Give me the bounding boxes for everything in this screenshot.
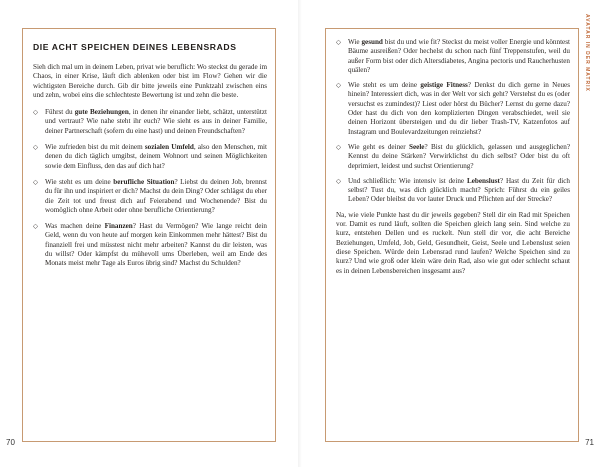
list-item-text: Wie gesund bist du und wie fit? Steckst du meist voller Energie und könntest Bäume ausreißen? Oder hechelst du schon nach fünf Treppenstufen, weil du außer Form bist oder dich Altersdiabetes, Angina pectoris und Raucherhusten quälen?	[348, 38, 570, 74]
diamond-bullet-icon: ◇	[336, 177, 341, 185]
intro-paragraph: Sieh dich mal um in deinem Leben, privat wie beruflich: Wo steckst du gerade im Chaos, in einer Krise, läuft dich ablenken oder bist im Flow? Gehen wir die wichtigsten Bereiche durch. Gib dir bitte jeweils eine Punktzahl zwischen eins und zehn, wobei eins die schlechteste Bewertung ist und zehn die beste.	[33, 63, 267, 99]
list-item-text: Wie steht es um deine geistige Fitness? Denkst du dich gerne in Neues hinein? Interessiert dich, was in der Welt vor sich geht? Verstehst du es (oder versuchst es zumindest)? Liest oder hörst du Bücher? Lernst du gerne dazu? Oder hast du dich von den komplizierten Dingen verabschiedet, weil sie deinen Horizont übersteigen und du dir lieber Trash-TV, Katzenfotos auf Instagram und Boulevardzeitungen reinziehst?	[348, 81, 571, 136]
box-title: DIE ACHT SPEICHEN DEINES LEBENSRADS	[33, 42, 237, 52]
diamond-bullet-icon: ◇	[336, 143, 341, 151]
list-item-text: Wie zufrieden bist du mit deinem sozialen Umfeld, also den Menschen, mit denen du dich täglich umgibst, deinem Wohnort und seinen Möglichkeiten sowie dem Einfluss, den das auf dich hat?	[45, 143, 267, 170]
diamond-bullet-icon: ◇	[33, 144, 38, 152]
diamond-bullet-icon: ◇	[33, 109, 38, 117]
running-head	[582, 14, 592, 94]
list-item-text: Und schließlich: Wie intensiv ist deine Lebenslust? Hast du Zeit für dich selbst? Tust du, was dich glücklich macht? Sprich: Führst du ein geiles Leben? Oder bleibst du vor lauter Druck und Pflichten auf der Strecke?	[348, 176, 570, 204]
list-item-text: Wie steht es um deine berufliche Situation? Liebst du deinen Job, brennst du für ihn und inspiriert er dich? Machst du dein Ding? Oder schlägst du eher die Zeit tot und freust dich auf Feierabend und Wochenende? Bist du womöglich ohne Arbeit oder ohne berufliche Orientierung?	[45, 177, 267, 214]
diamond-bullet-icon: ◇	[33, 223, 38, 231]
list-item-text: Führst du gute Beziehungen, in denen ihr einander liebt, schätzt, unterstützt und vertraut? Wie nahe steht ihr euch? Wie sieht es aus in deiner Familie, deiner Partnerschaft (sofern du eine hast) und deinen Freundschaften?	[45, 108, 267, 135]
diamond-bullet-icon: ◇	[33, 178, 38, 186]
outro-paragraph: Na, wie viele Punkte hast du dir jeweils gegeben? Stell dir ein Rad mit Speichen vor. Damit es rund läuft, sollten die Speichen gleich lang sein. Sind welche zu kurz, entstehen Dellen und es ruckelt. Nun stell dir vor, die acht Bereiche Beziehungen, Umfeld, Job, Geld, Gesundheit, Geist, Seele und Lebenslust seien diese Speichen. Würde dein Lebensrad rund laufen? Welche Speichen sind zu kurz? Und wie groß oder klein wäre dein Rad, also wie gut oder schlecht schaut es in deinen Lebensbereichen insgesamt aus?	[336, 210, 570, 275]
right-page	[300, 0, 600, 467]
page-number-left: 70	[6, 438, 15, 447]
list-item-text: Wie geht es deiner Seele? Bist du glücklich, gelassen und ausgeglichen? Kennst du deine Stärken? Verwirklichst du dich selbst? Oder bist du oft deprimiert, leidest und suchst Orientierung?	[348, 142, 570, 170]
right-text-box	[325, 28, 579, 442]
list-item	[336, 143, 570, 171]
left-text-box	[22, 28, 276, 442]
diamond-bullet-icon: ◇	[336, 82, 341, 90]
list-item	[33, 108, 267, 136]
list-item	[336, 38, 570, 75]
list-item	[33, 178, 267, 215]
list-item	[336, 81, 570, 137]
list-item-text: Was machen deine Finanzen? Hast du Vermögen? Wie lange reicht dein Geld, wenn du von heute auf morgen kein Einkommen mehr hättest? Bist du finanziell frei und müsstest nicht mehr arbeiten? Kannst du dir leisten, was du willst? Oder kämpfst du mühevoll ums Überleben, weil am Ende des Monats meist mehr Tage als Euros übrig sind? Machst du Schulden?	[45, 222, 267, 268]
list-item	[33, 222, 267, 268]
list-item	[33, 143, 267, 171]
page-number-right: 71	[585, 438, 594, 447]
diamond-bullet-icon: ◇	[336, 39, 341, 46]
running-head-text: AVATAR IN DER MATRIX	[584, 14, 590, 92]
list-item	[336, 177, 570, 205]
